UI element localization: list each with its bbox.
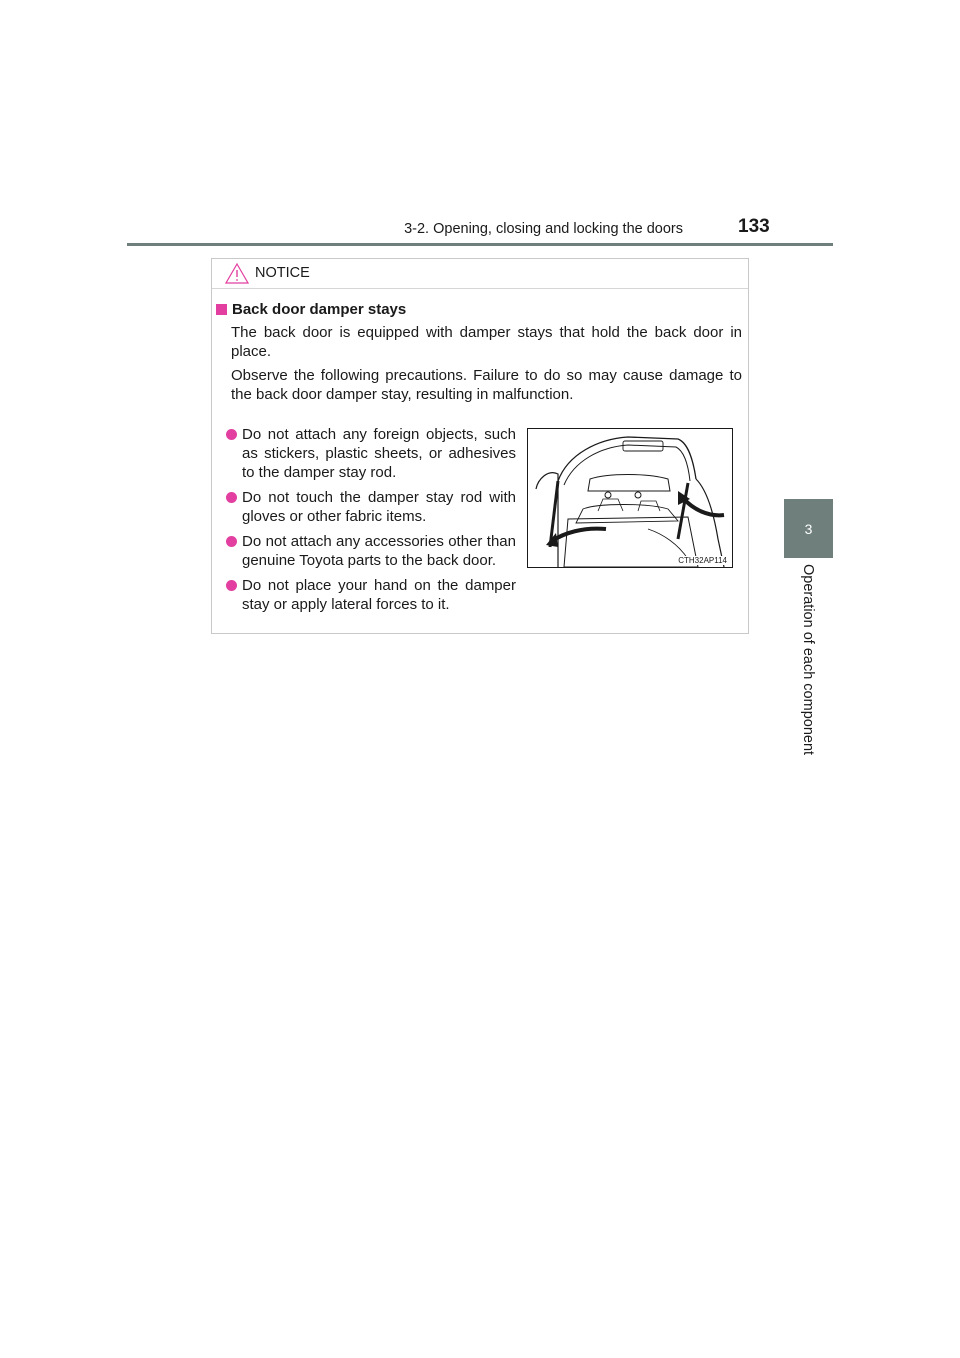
- circle-bullet-icon: [226, 536, 237, 547]
- section-title: [216, 301, 406, 318]
- list-item-text: Do not place your hand on the damper stay or apply lateral forces to it.: [242, 577, 516, 613]
- circle-bullet-icon: [226, 492, 237, 503]
- list-item: [226, 425, 516, 482]
- square-bullet-icon: [216, 304, 227, 315]
- chapter-number: 3: [804, 520, 813, 537]
- circle-bullet-icon: [226, 429, 237, 440]
- header-rule: [127, 243, 833, 246]
- circle-bullet-icon: [226, 580, 237, 591]
- chapter-title: Operation of each component: [800, 564, 816, 756]
- list-item-text: Do not attach any foreign objects, such as stickers, plastic sheets, or adhesives to the damper stay rod.: [242, 426, 516, 481]
- list-item: [226, 576, 516, 614]
- list-item-text: Do not touch the damper stay rod with gloves or other fabric items.: [242, 489, 516, 525]
- illustration-code: CTH32AP114: [678, 556, 727, 565]
- list-item: [226, 488, 516, 526]
- chapter-tab: [784, 499, 833, 558]
- list-item: [226, 532, 516, 570]
- notice-box: [211, 258, 749, 634]
- page-number: 133: [738, 216, 770, 237]
- back-door-illustration: [527, 428, 733, 568]
- paragraph: The back door is equipped with damper stays that hold the back door in place.: [231, 324, 742, 360]
- notice-label: NOTICE: [255, 265, 310, 281]
- paragraph: Observe the following precautions. Failure to do so may cause damage to the back door damper stay, resulting in malfunction.: [231, 367, 742, 403]
- section-header: 3-2. Opening, closing and locking the doors: [404, 221, 683, 237]
- warning-icon: [225, 263, 249, 289]
- list-item-text: Do not attach any accessories other than genuine Toyota parts to the back door.: [242, 533, 516, 569]
- notice-header: [212, 259, 748, 289]
- section-title-text: Back door damper stays: [232, 301, 407, 318]
- back-door-drawing: [528, 429, 732, 567]
- precaution-list: [226, 425, 516, 620]
